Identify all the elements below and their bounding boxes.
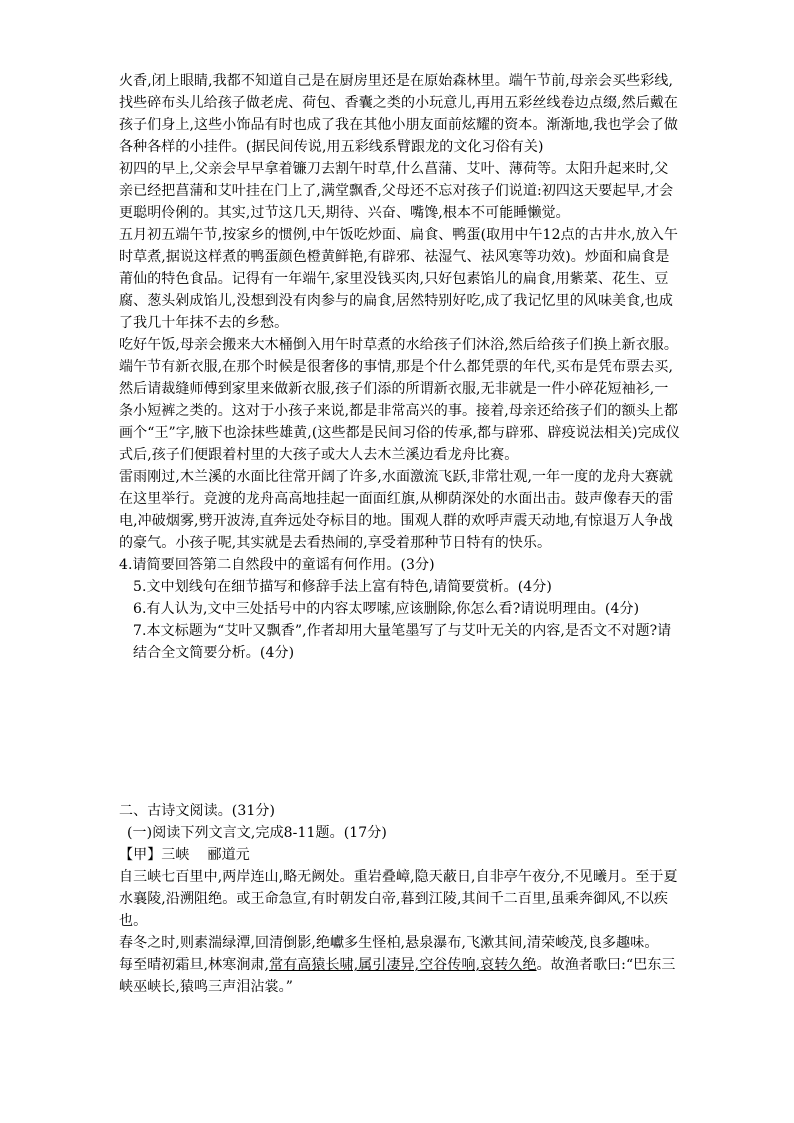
question-6: 6.有人认为,文中三处括号中的内容太啰嗦,应该删除,你怎么看?请说明理由。(4分) — [133, 601, 640, 617]
passage-paragraph-3: 五月初五端午节,按家乡的惯例,中午饭吃炒面、扁食、鸭蛋(取用中午12点的古井水,放入午时草煮,据说这样煮的鸭蛋颜色橙黄鲜艳,有辟邪、祛湿气、祛风寒等功效)。炒面和扁食是莆仙的特色食品。记得有一年端午,家里没钱买肉,只好包素馅儿的扁食,用紫菜、花生、豆腐、葱头剁成馅儿,没想到没有肉参与的扁食,居然特别好吃,成了我记忆里的风味美食,也成了我几十年抹不去的乡愁。 — [119, 227, 678, 331]
section-heading: 二、古诗文阅读。(31分) — [119, 803, 276, 819]
passage-paragraph-5: 雷雨刚过,木兰溪的水面比往常开阔了许多,水面激流飞跃,非常壮观,一年一度的龙舟大赛就在这里举行。竞渡的龙舟高高地挂起一面面红旗,从柳荫深处的水面出击。鼓声像春天的雷电,冲破烟雾,劈开波涛,直奔远处夺标目的地。围观人群的欢呼声震天动地,有惊退万人争战的豪气。小孩子呢,其实就是去看热闹的,享受着那种节日特有的快乐。 — [119, 469, 674, 551]
classical-paragraph-2: 春冬之时,则素湍绿潭,回清倒影,绝巘多生怪柏,悬泉瀑布,飞漱其间,清荣峻茂,良多趣味。 — [119, 935, 659, 951]
classical-reading-section — [119, 800, 681, 998]
text-title-label: 【甲】三峡 — [119, 847, 190, 863]
classical-paragraph-3-start: 每至晴初霜旦,林寒涧肃, — [119, 957, 270, 973]
question-4: 4.请简要回答第二自然段中的童谣有何作用。(3分) — [119, 557, 435, 573]
underlined-sentence: 常有高猿长啸,属引凄异,空谷传响,哀转久绝 — [269, 957, 537, 973]
question-5: 5.文中划线句在细节描写和修辞手法上富有特色,请简要赏析。(4分) — [133, 579, 552, 595]
passage-paragraph-2: 初四的早上,父亲会早早拿着镰刀去割午时草,什么菖蒲、艾叶、薄荷等。太阳升起来时,父亲已经把菖蒲和艾叶挂在门上了,满堂飘香,父母还不忘对孩子们说道:初四这天要起早,才会更聪明伶俐的。其实,过节这几天,期待、兴奋、嘴馋,根本不可能睡懒觉。 — [119, 161, 674, 221]
classical-paragraph-3 — [119, 954, 681, 998]
text-title — [119, 844, 681, 866]
passage-paragraph-1: 火香,闭上眼睛,我都不知道自己是在厨房里还是在原始森林里。端午节前,母亲会买些彩线,找些碎布头儿给孩子做老虎、荷包、香囊之类的小玩意儿,再用五彩丝线卷边点缀,然后戴在孩子们身上,这些小饰品有时也成了我在其他小朋友面前炫耀的资本。渐渐地,我也学会了做各种各样的小挂件。(据民间传说,用五彩线系臂跟龙的文化习俗有关) — [119, 73, 678, 155]
subsection-heading: (一)阅读下列文言文,完成8-11题。(17分) — [127, 825, 387, 841]
prose-passage — [119, 70, 681, 664]
question-7: 7.本文标题为“艾叶又飘香”,作者却用大量笔墨写了与艾叶无关的内容,是否文不对题?请结合全文简要分析。(4分) — [133, 623, 672, 661]
text-author: 郦道元 — [207, 847, 250, 863]
classical-paragraph-1: 自三峡七百里中,两岸连山,略无阙处。重岩叠嶂,隐天蔽日,自非亭午夜分,不见曦月。至于夏水襄陵,沿溯阻绝。或王命急宣,有时朝发白帝,暮到江陵,其间千二百里,虽乘奔御风,不以疾也。 — [119, 869, 678, 929]
classical-paragraph-3-end: 。故渔者歌曰:“巴东三峡巫峡长,猿鸣三声泪沾裳。” — [119, 957, 676, 995]
passage-paragraph-4: 吃好午饭,母亲会搬来大木桶倒入用午时草煮的水给孩子们沐浴,然后给孩子们换上新衣服。端午节有新衣服,在那个时候是很奢侈的事情,那是个什么都凭票的年代,买布是凭布票去买,然后请裁缝师傅到家里来做新衣服,孩子们添的所谓新衣服,无非就是一件小碎花短袖衫,一条小短裤之类的。这对于小孩子来说,都是非常高兴的事。接着,母亲还给孩子们的额头上都画个“王”字,腋下也涂抹些雄黄,(这些都是民间习俗的传承,都与辟邪、辟疫说法相关)完成仪式后,孩子们便跟着村里的大孩子或大人去木兰溪边看龙舟比赛。 — [119, 337, 680, 463]
